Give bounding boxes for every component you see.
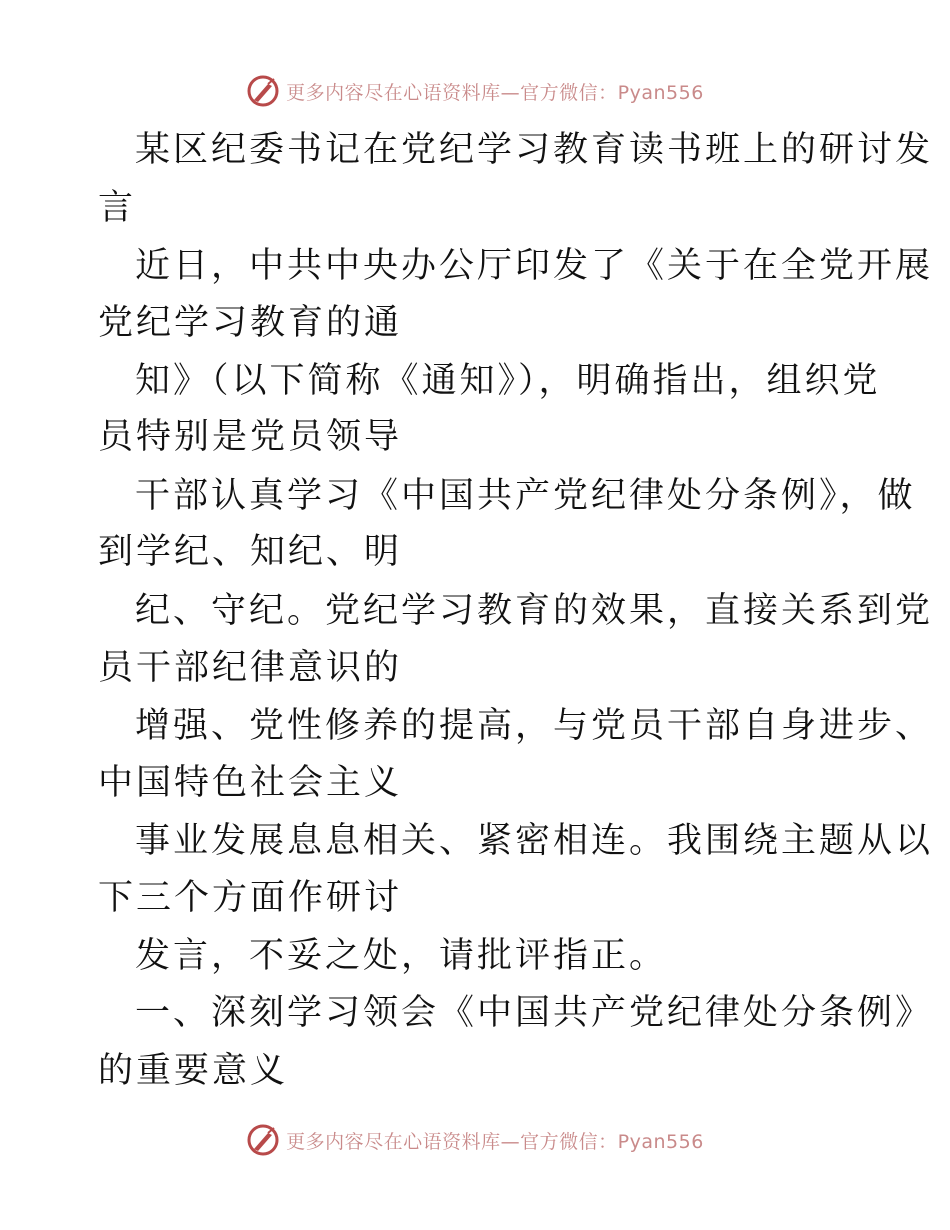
watermark-text: 更多内容尽在心语资料库—官方微信：Pyan556 — [286, 1130, 704, 1153]
quill-seal-icon — [246, 1123, 280, 1157]
text-line: 知》（以下简称《通知》），明确指出，组织党 — [135, 361, 881, 401]
header-watermark — [0, 71, 950, 111]
text-line: 近日，中共中央办公厅印发了《关于在全党开展 — [135, 246, 934, 286]
text-line: 党纪学习教育的通 — [98, 303, 403, 343]
text-line: 某区纪委书记在党纪学习教育读书班上的研讨发 — [135, 130, 934, 170]
text-line: 员特别是党员领导 — [98, 417, 403, 457]
text-line: 干部认真学习《中国共产党纪律处分条例》，做 — [135, 476, 916, 516]
text-line: 到学纪、知纪、明 — [98, 532, 403, 572]
footer-watermark — [0, 1120, 950, 1160]
quill-seal-icon — [246, 74, 280, 108]
text-line: 中国特色社会主义 — [98, 763, 403, 803]
text-line: 言 — [98, 188, 137, 228]
text-line: 事业发展息息相关、紧密相连。我围绕主题从以 — [135, 821, 934, 861]
text-line: 增强、党性修养的提高，与党员干部自身进步、 — [135, 706, 934, 746]
text-line: 下三个方面作研讨 — [98, 878, 403, 918]
text-line: 纪、守纪。党纪学习教育的效果，直接关系到党 — [135, 591, 934, 631]
text-line: 的重要意义 — [98, 1051, 289, 1091]
text-line: 员干部纪律意识的 — [98, 648, 403, 688]
text-line: 发言，不妥之处，请批评指正。 — [135, 936, 668, 976]
section-heading: 一、深刻学习领会《中国共产党纪律处分条例》 — [135, 993, 934, 1033]
watermark-text: 更多内容尽在心语资料库—官方微信：Pyan556 — [286, 81, 704, 104]
